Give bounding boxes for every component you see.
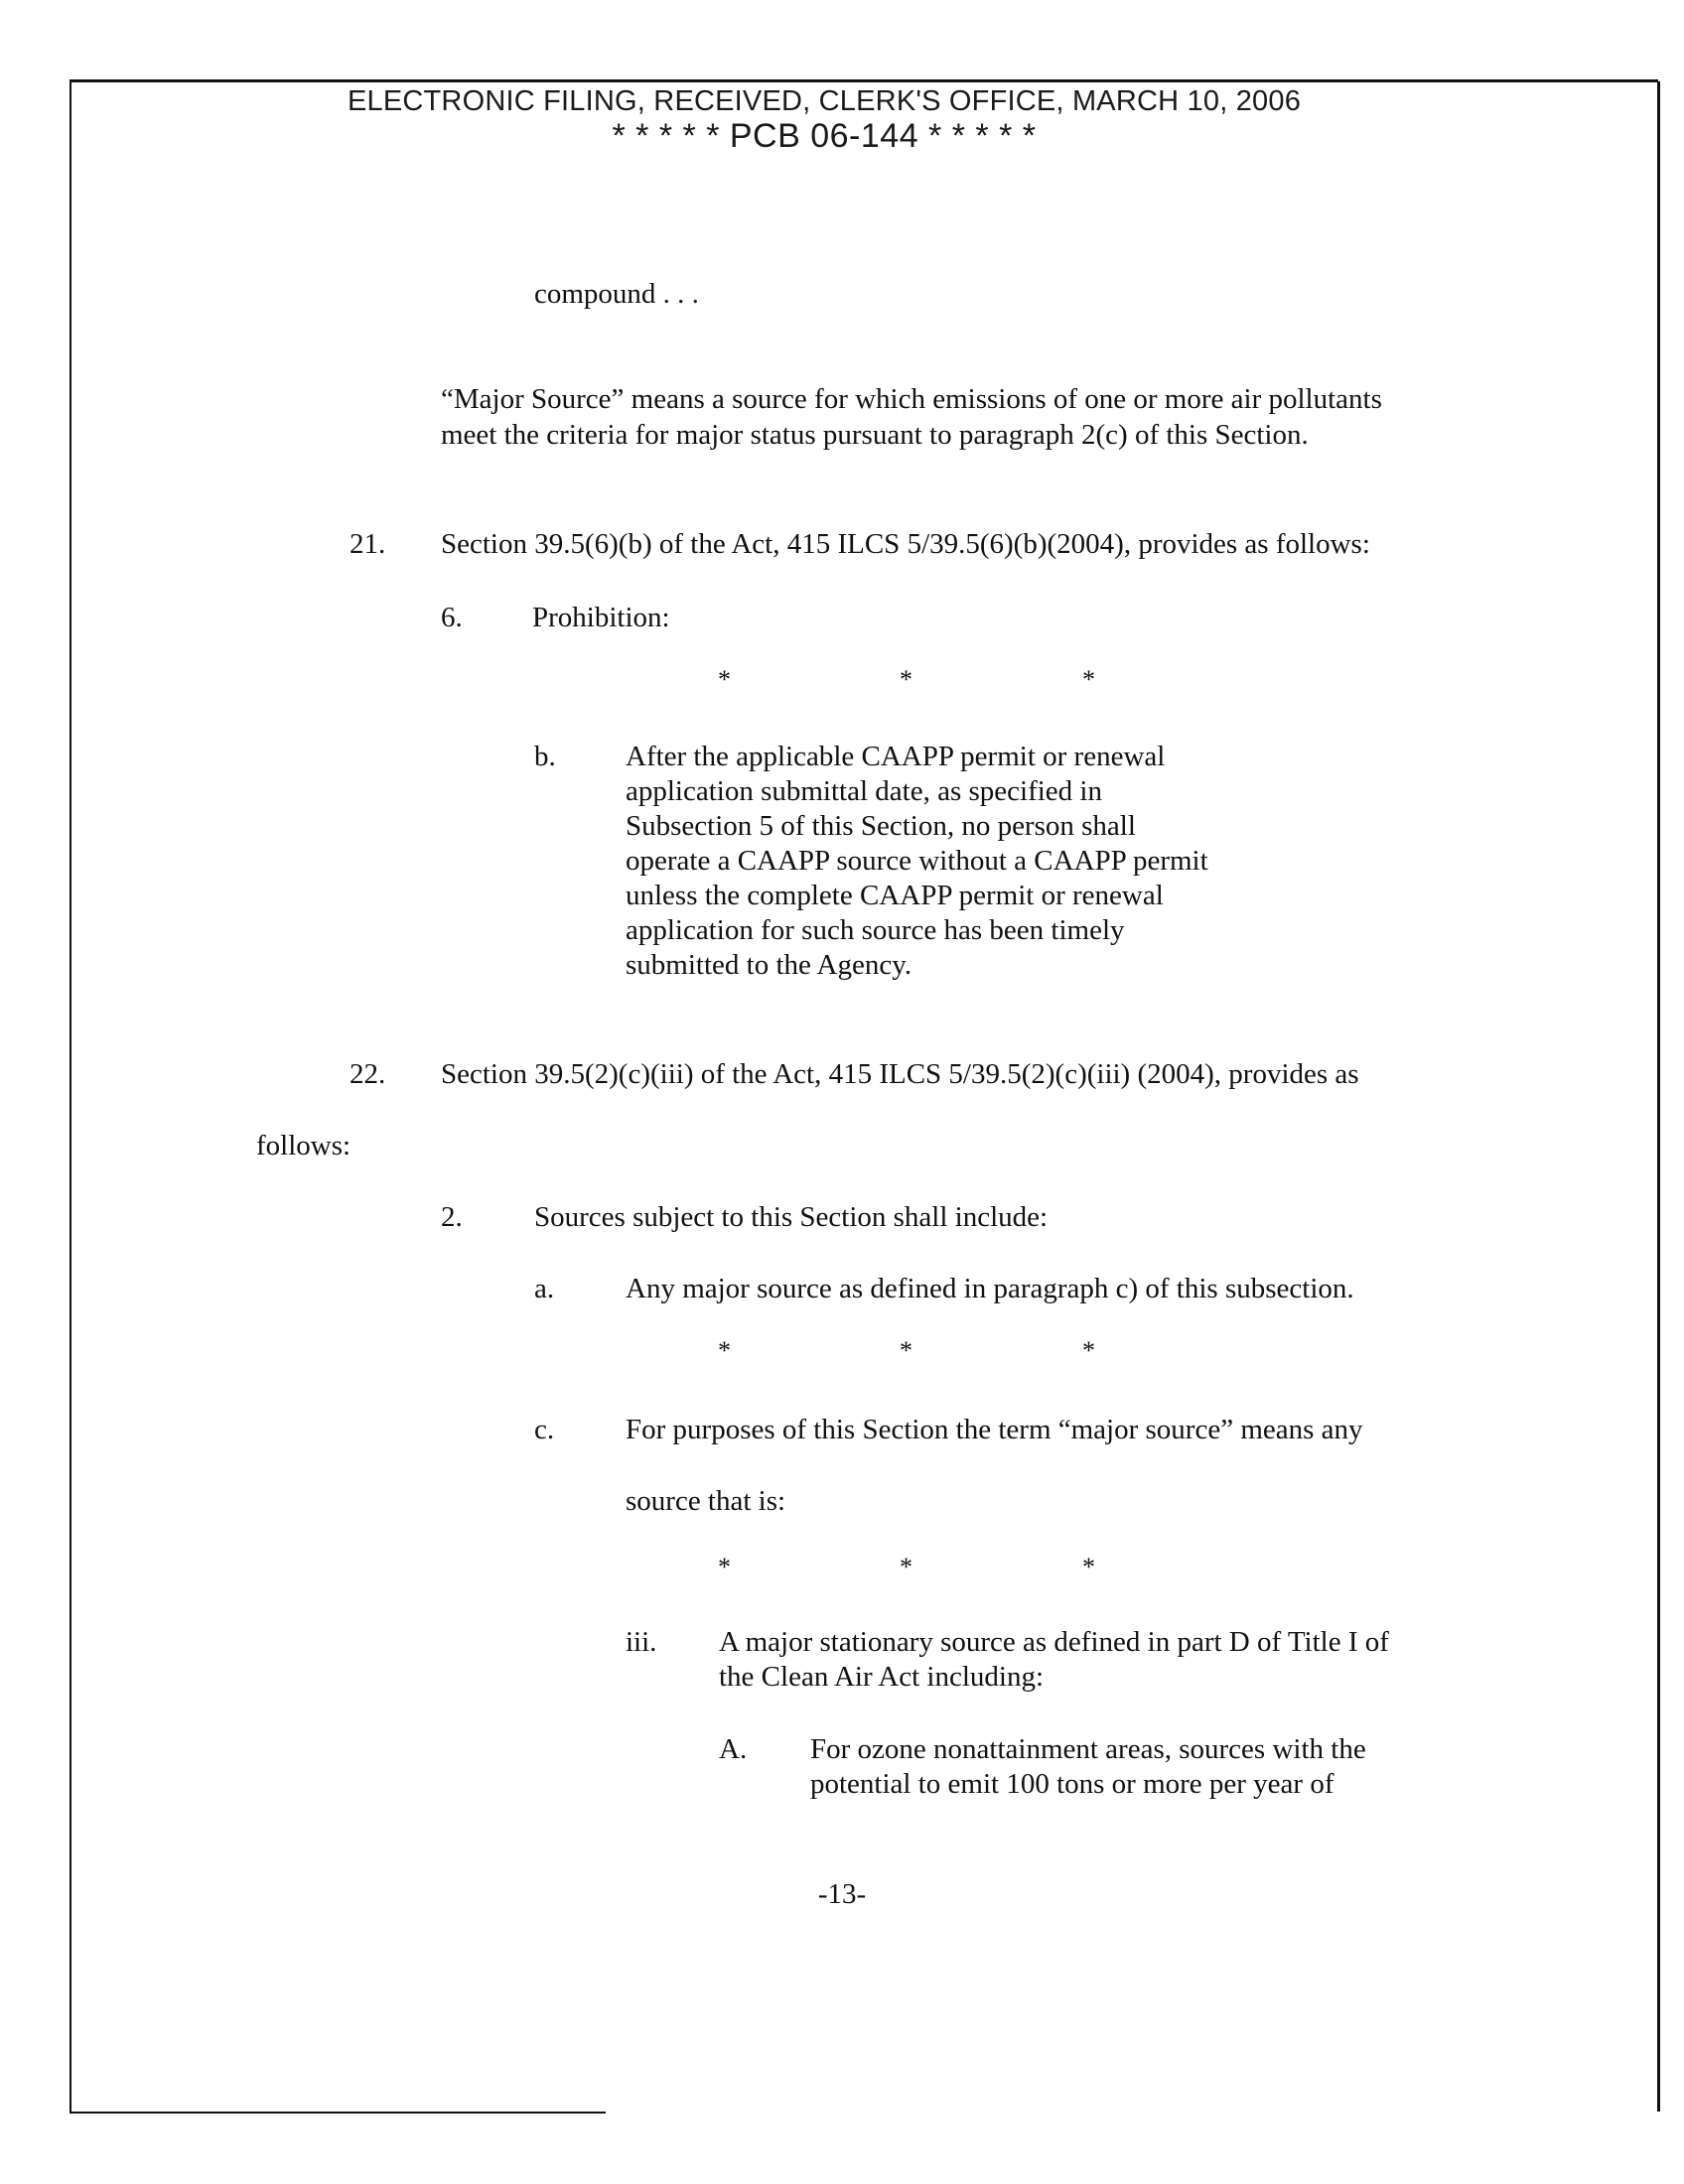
omission-star: * (1082, 1336, 1095, 1365)
item-text: potential to emit 100 tons or more per year of (810, 1768, 1334, 1800)
text-line: After the applicable CAAPP permit or renewal (626, 741, 1166, 772)
page-border-bottom (70, 2112, 606, 2114)
omission-star: * (900, 665, 912, 694)
omission-star: * (1082, 665, 1095, 694)
page-border-left (70, 81, 71, 2112)
item-number: 6. (441, 602, 463, 633)
item-text: the Clean Air Act including: (719, 1661, 1045, 1693)
text-line: application submittal date, as specified in (626, 775, 1102, 807)
item-letter: a. (534, 1273, 555, 1304)
text-line: unless the complete CAAPP permit or renewal (626, 880, 1164, 911)
item-numeral: iii. (626, 1626, 657, 1658)
item-letter: b. (534, 741, 556, 772)
paragraph-text: Section 39.5(6)(b) of the Act, 415 ILCS 5/39.5(6)(b)(2004), provides as follows: (441, 528, 1370, 560)
item-text: Any major source as defined in paragraph c) of this subsection. (626, 1273, 1354, 1304)
omission-star: * (1082, 1553, 1095, 1581)
paragraph-text: Section 39.5(2)(c)(iii) of the Act, 415 ILCS 5/39.5(2)(c)(iii) (2004), provides as (441, 1058, 1359, 1090)
item-letter: c. (534, 1414, 555, 1445)
page-number: -13- (817, 1878, 867, 1910)
paragraph-continuation: follows: (256, 1130, 351, 1161)
item-text: For purposes of this Section the term “major source” means any (626, 1414, 1363, 1445)
item-heading: Sources subject to this Section shall include: (534, 1201, 1049, 1233)
definition-line: meet the criteria for major status pursuant to paragraph 2(c) of this Section. (441, 419, 1309, 451)
paragraph-number: 22. (350, 1058, 386, 1090)
text-line: operate a CAAPP source without a CAAPP permit (626, 845, 1208, 877)
text-line: submitted to the Agency. (626, 949, 912, 981)
text-line: application for such source has been timely (626, 914, 1125, 946)
item-text: source that is: (626, 1485, 786, 1517)
page-border-right (1657, 81, 1660, 2112)
item-text: For ozone nonattainment areas, sources with the (810, 1733, 1366, 1765)
compound-text: compound . . . (534, 278, 699, 310)
case-number: * * * * * PCB 06-144 * * * * * (612, 117, 1037, 155)
omission-star: * (900, 1553, 912, 1581)
omission-star: * (718, 665, 731, 694)
item-letter: A. (719, 1733, 748, 1765)
item-text: A major stationary source as defined in part D of Title I of (719, 1626, 1389, 1658)
text-line: Subsection 5 of this Section, no person shall (626, 810, 1136, 842)
definition-line: “Major Source” means a source for which emissions of one or more air pollutants (441, 383, 1382, 415)
paragraph-number: 21. (350, 528, 386, 560)
omission-star: * (900, 1336, 912, 1365)
item-number: 2. (441, 1201, 463, 1233)
page-border-top (70, 79, 1658, 82)
item-heading: Prohibition: (532, 602, 670, 633)
omission-star: * (718, 1336, 731, 1365)
filing-stamp-line: ELECTRONIC FILING, RECEIVED, CLERK'S OFFICE, MARCH 10, 2006 (347, 85, 1302, 117)
omission-star: * (718, 1553, 731, 1581)
